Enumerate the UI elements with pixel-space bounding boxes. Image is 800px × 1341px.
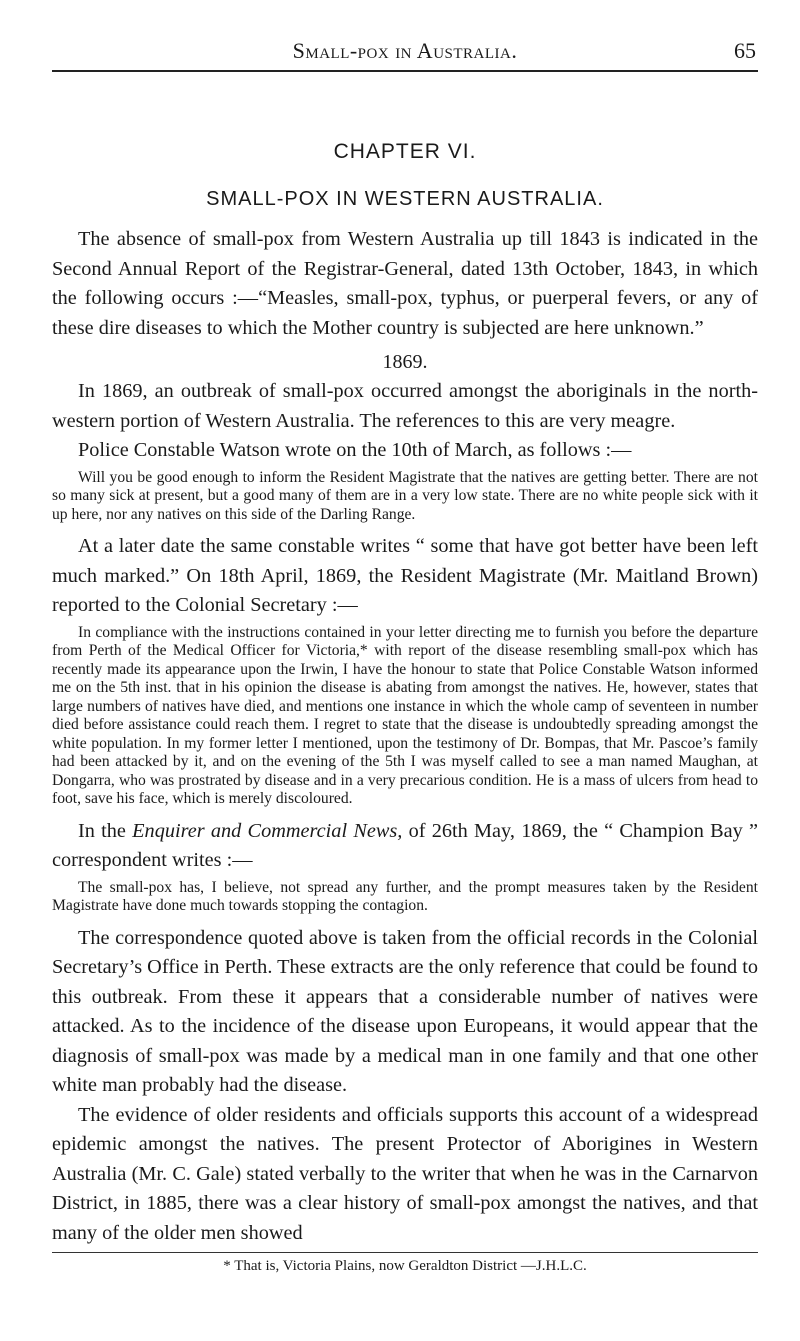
chapter-title: SMALL-POX IN WESTERN AUSTRALIA. [206,188,604,210]
intro-paragraph: The absence of small-pox from Western Australia up till 1843 is indicated in the Second Annual Report of the Registrar-General, dated 13th October, 1843, in which the following occurs :—“Measles, small-pox, typhus, or puerperal fevers, or any of these dire diseases to which the Mother country is subjected are here unknown.” [52,228,758,339]
footnote: * That is, Victoria Plains, now Geraldton District —J.H.L.C. [223,1258,587,1274]
later-date-paragraph: At a later date the same constable writes “ some that have got better have been left much marked.” On 18th April, 1869, the Resident Magistrate (Mr. Maitland Brown) reported to the Colonial Secretary :— [52,535,758,616]
section-year: 1869. [382,351,428,373]
constable-intro-paragraph: Police Constable Watson wrote on the 10th of March, as follows :— [78,439,632,461]
page-number: 65 [734,38,756,63]
outbreak-paragraph: In 1869, an outbreak of small-pox occurred amongst the aboriginals in the north-western portion of Western Australia. The references to this are very meagre. [52,380,758,432]
enquirer-text-after: of 26th May, 1869, the “ Champion Bay ” correspondent writes :— [52,819,758,871]
quote-watson: Will you be good enough to inform the Resident Magistrate that the natives are getting better. There are not so many sick at present, but a good many of them are in a very low state. There are no white people sick with it up here, nor any natives on this side of the Darling Range. [52,468,758,523]
quote-brown: In compliance with the instructions contained in your letter directing me to furnish you before the departure from Perth of the Medical Officer for Victoria,* with report of the disease resembling small-pox which has recently made its appearance upon the Irwin, I have the honour to state that Police Constable Watson informed me on the 5th inst. that in his opinion the disease is abating from amongst the natives. He, however, states that large numbers of natives have died, and mentions one instance in which the whole camp of seventeen in number died before assistance could reach them. I regret to state that the disease is undoubtedly spreading amongst the white population. In my former letter I mentioned, upon the testimony of Dr. Bompas, that Mr. Pascoe’s family had been attacked by it, and on the evening of the 5th I was myself called to see a man named Maughan, at Dongarra, who was prostrated by disease and in a very precarious condition. He is a mass of ulcers from head to foot, save his face, which is merely discoloured. [52,623,758,807]
running-header [52,30,758,72]
evidence-paragraph: The evidence of older residents and officials supports this account of a widespread epidemic amongst the natives. The present Protector of Aborigines in Western Australia (Mr. C. Gale) stated verbally to the writer that when he was in the Carnarvon District, in 1885, there was a clear history of small-pox amongst the natives, and that many of the older men showed [52,1103,758,1244]
correspondence-paragraph: The correspondence quoted above is taken from the official records in the Colonial Secretary’s Office in Perth. These extracts are the only reference that could be found to this outbreak. From these it appears that a considerable number of natives were attacked. As to the incidence of the disease upon Europeans, it would appear that the diagnosis of small-pox was made by a medical man in one family and that one other white man probably had the disease. [52,926,758,1096]
chapter-number: CHAPTER VI. [333,140,477,163]
running-title: Small-pox in Australia. [292,38,518,63]
newspaper-title: Enquirer and Commercial News, [132,819,403,842]
book-page [52,30,758,1275]
enquirer-paragraph [52,817,758,876]
quote-champion-bay: The small-pox has, I believe, not spread any further, and the prompt measures taken by the Resident Magistrate have done much towards stopping the contagion. [52,878,758,914]
enquirer-text-before: In the [78,819,133,842]
footnote-rule [52,1252,758,1253]
